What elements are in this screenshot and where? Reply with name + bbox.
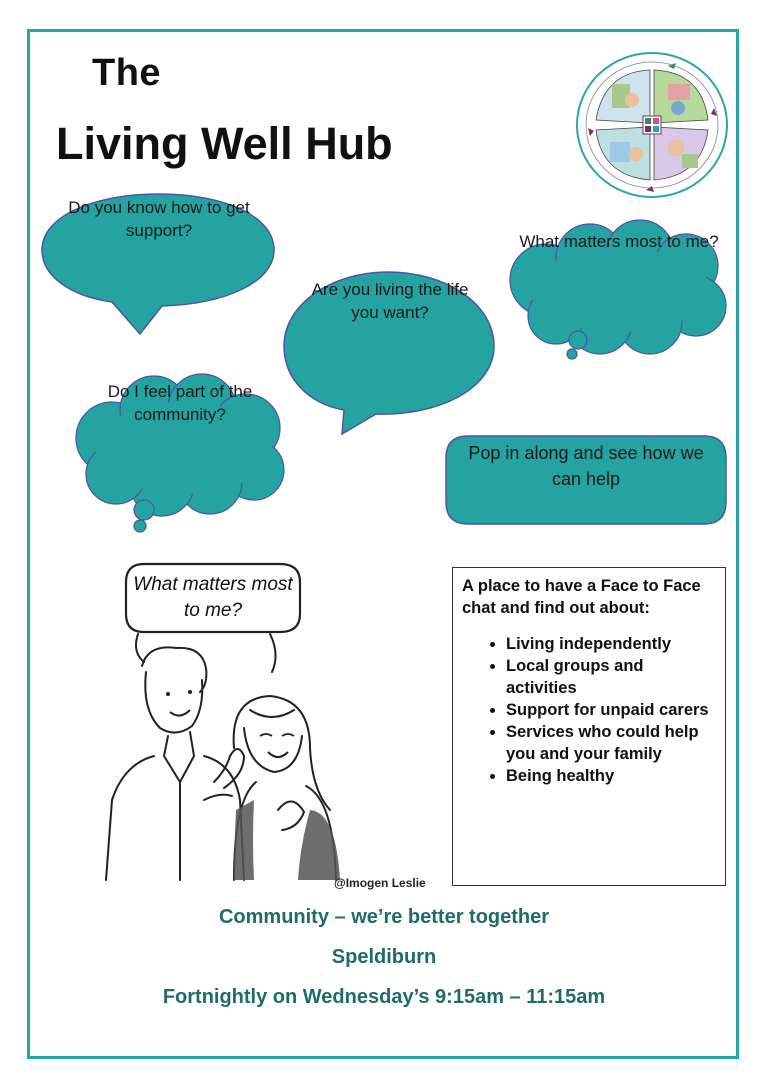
info-intro: A place to have a Face to Face chat and find out about: — [462, 577, 701, 617]
info-box — [452, 567, 726, 886]
info-item: • Support for unpaid carers — [506, 699, 717, 721]
comic-speech-line1: What matters most — [133, 574, 293, 595]
logo-center-mark — [643, 116, 661, 134]
illustration-credit: @Imogen Leslie — [334, 876, 426, 890]
footer-location: Speldiburn — [331, 946, 437, 968]
info-item: • Services who could help you and your family — [506, 721, 717, 765]
bubble-matters-text: What matters most to me? — [519, 232, 719, 251]
bubble-community-text: Do I feel part of the community? — [107, 382, 253, 424]
info-item: • Being healthy — [506, 765, 717, 787]
bubble-popin-text: Pop in along and see how we can help — [468, 443, 704, 489]
bubble-life-text: Are you living the life you want? — [311, 280, 469, 322]
comic-illustration — [84, 560, 454, 890]
info-item: • Local groups and activities — [506, 655, 717, 699]
title-line-1: The — [92, 52, 162, 94]
info-item: • Living independently — [506, 633, 717, 655]
page-title: Living Well Hub — [56, 118, 393, 169]
footer-schedule: Fortnightly on Wednesday’s 9:15am – 11:15am — [162, 986, 606, 1008]
living-well-logo — [574, 50, 730, 200]
info-list — [462, 633, 717, 787]
comic-shading — [234, 800, 340, 880]
comic-speech-line2: to me? — [183, 600, 243, 621]
footer-tagline: Community – we’re better together — [218, 906, 550, 928]
bubble-support-text: Do you know how to get support? — [68, 198, 250, 240]
